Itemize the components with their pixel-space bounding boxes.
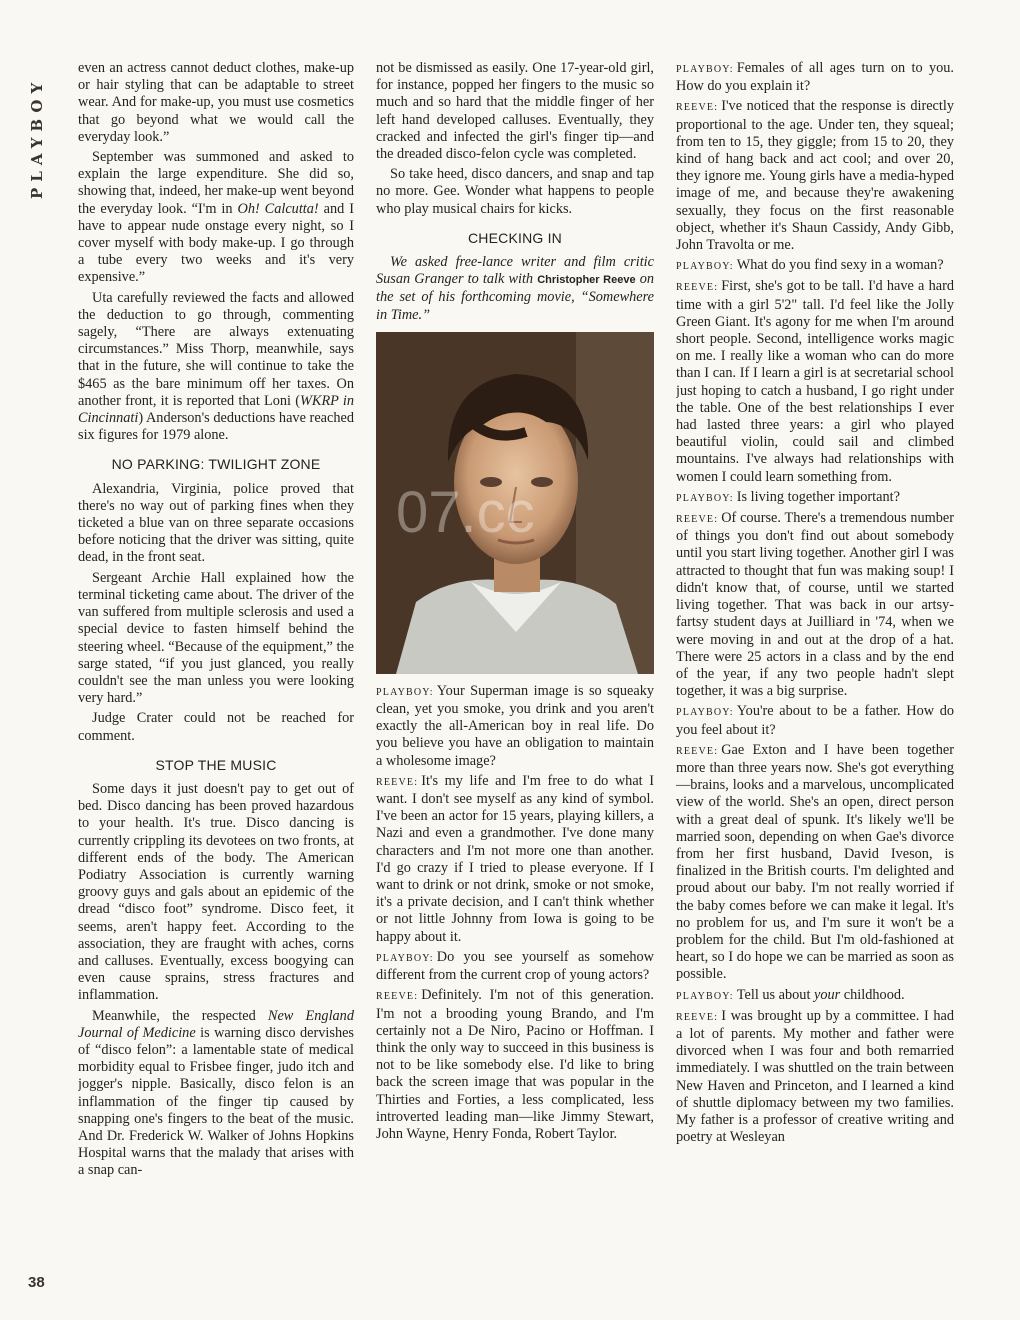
section-heading: STOP THE MUSIC bbox=[155, 756, 277, 773]
paragraph: not be dismissed as easily. One 17-year-old girl, for instance, popped her fingers to the music so much and so hard that the middle finger of her left hand developed calluses. Eventually, they cracked and infected the girl's finger tip—and the dreaded disco-felon cycle was completed. bbox=[376, 60, 654, 163]
paragraph: Some days it just doesn't pay to get out of bed. Disco dancing has been proved hazardous to your health. It's true. Disco dancing is currently crippling its devotees on two fronts, at different ends of the body. The American Podiatry Association is currently warning groovy guys and gals about an epidemic of the dread “disco foot” syndrome. Disco feet, it seems, aren't happy feet. According to the association, they are fraught with aches, corns and calluses. Eventually, excess boogying can even cause sprains, stress fractures and inflammation. bbox=[78, 780, 354, 1004]
paragraph: So take heed, disco dancers, and snap and tap no more. Gee. Wonder what happens to people who play musical chairs for kicks. bbox=[376, 166, 654, 217]
paragraph: Judge Crater could not be reached for comment. bbox=[78, 710, 354, 744]
interview-answer: REEVE: It's my life and I'm free to do what I want. I don't see myself as any kind of symbol. I've been an actor for 15 years, playing killers, a Nazi and even a grandmother. I've done many characters and I'm not more one than another. I'd go crazy if I tried to please everyone. If I want to drink or not drink, smoke or not smoke, it's a private decision, and I can't think whether or not little Johnny from Iowa is going to be happy about it. bbox=[376, 772, 654, 945]
paragraph: September was summoned and asked to explain the large expenditure. She did so, showing that, indeed, her make-up went beyond the everyday look. “I'm in Oh! Calcutta! and I have to appear nude onstage every night, so I cover myself with body make-up. I go through a tube every two weeks and it's very expensive.” bbox=[78, 149, 354, 286]
page-number: 38 bbox=[28, 1274, 45, 1291]
interview-answer: REEVE: I was brought up by a committee. I had a lot of parents. My mother and father were divorced when I was four and both remarried immediately. I was shuttled on the train between New Haven and Princeton, and I learned a kind of shuttle diplomacy between my two families. My father is a professor of creative writing and poetry at Wesleyan bbox=[676, 1007, 954, 1146]
interview-question: PLAYBOY: What do you find sexy in a woman? bbox=[676, 257, 944, 274]
column-3 bbox=[676, 60, 954, 1286]
column-1 bbox=[78, 60, 354, 1286]
section-heading: NO PARKING: TWILIGHT ZONE bbox=[111, 456, 321, 473]
interview-question: PLAYBOY: Females of all ages turn on to you. How do you explain it? bbox=[676, 60, 954, 95]
interview-answer: REEVE: Gae Exton and I have been together more than three years now. She's got everything—brains, looks and a marvelous, uncomplicated view of the world. She's an open, direct person with a great deal of spunk. It's likely we'll be married soon, depending on when Gae's divorce from her first husband, David Iveson, is finalized in the British courts. I'm delighted and proud about our baby. I'm not really worried if the baby comes before we can make it legal. It's no problem for us, and I'm sure it won't be a problem for the child. But I'm old-fashioned at heart, so I do hope we can be married as soon as possible. bbox=[676, 741, 954, 983]
paragraph: even an actress cannot deduct clothes, make-up or hair styling that can be adaptable to street wear. And for make-up, you must use cosmetics that go beyond what we would call the everyday look.” bbox=[78, 60, 354, 145]
column-2 bbox=[376, 60, 654, 1286]
interview-answer: REEVE: Of course. There's a tremendous number of things you don't find out about somebody until you start living together. Another girl I was attracted to thought that fun was making soup! I didn't know that, of course, until we started living together. That was back in our artsy-fartsy student days at Juilliard in '74, when we were moving in and out at the drop of a hat. There were 25 actors in a class and by the end of the year, if any two people hadn't slept together, it was a big surprise. bbox=[676, 510, 954, 700]
portrait-illustration bbox=[376, 332, 654, 674]
watermark-text: 07.cc bbox=[396, 479, 535, 545]
article-intro: We asked free-lance writer and film critic Susan Granger to talk with Christopher Reeve on the set of his forthcoming movie, “Somewhere in Time.” bbox=[376, 254, 654, 323]
section-heading: CHECKING IN bbox=[468, 229, 562, 246]
magazine-masthead: PLAYBOY bbox=[28, 76, 46, 200]
interview-question: PLAYBOY: Tell us about your childhood. bbox=[676, 986, 905, 1003]
interview-question: PLAYBOY: Is living together important? bbox=[676, 488, 900, 505]
paragraph: Sergeant Archie Hall explained how the terminal ticketing came about. The driver of the van suffered from multiple sclerosis and used a special device to fasten himself behind the steering wheel. “Because of the equipment,” the sarge stated, “if you just glanced, you really couldn't see the man unless you were looking very hard.” bbox=[78, 569, 354, 707]
interview-answer: REEVE: I've noticed that the response is directly proportional to the age. Under ten, they squeal; from ten to 15, they giggle; from 15 to 20, they kind of hang back and act cool; and over 20, they ignore me. Young girls have a media-hyped image of me, and because they're awakening sexually, they focus on the first reasonable object, whether it's Shaun Cassidy, Andy Gibb, John Travolta or me. bbox=[676, 98, 954, 254]
interview-question: PLAYBOY: You're about to be a father. How do you feel about it? bbox=[676, 703, 954, 738]
interview-answer: REEVE: First, she's got to be tall. I'd have a hard time with a girl 5'2" tall. I'd feel like the Jolly Green Giant. It's agony for me when I'm around short people. Second, intelligence works magic on me. I really like a woman who can do more than I can. If I learn a girl is at secretarial school just hoping to catch a husband, I go right under the table. One of the best relationships I ever had lasted three years: a girl who played beautiful violin, could sail and climbed mountains. I've always had relationships with women I could learn something from. bbox=[676, 278, 954, 485]
portrait-photo bbox=[376, 332, 654, 674]
interview-question: PLAYBOY: Your Superman image is so squeaky clean, yet you smoke, you drink and you aren't exactly the all-American boy in real life. Do you believe you have an obligation to maintain a wholesome image? bbox=[376, 682, 654, 769]
interview-answer: REEVE: Definitely. I'm not of this generation. I'm not a brooding young Brando, and I'm certainly not a De Niro, Pacino or Hoffman. I think the only way to succeed in this business is not to be like somebody else. I'd like to bring back the screen image that was popular in the Thirties and Forties, a less complicated, less introverted leading man—like Jimmy Stewart, John Wayne, Henry Fonda, Robert Taylor. bbox=[376, 987, 654, 1142]
paragraph: Meanwhile, the respected New England Journal of Medicine is warning disco dervishes of “disco felon”: a lamentable state of medical morbidity equal to Frisbee finger, judo itch and jogger's nipple. Basically, disco felon is an inflammation of the finger tip caused by snapping one's fingers to the beat of the music. And Dr. Frederick W. Walker of Johns Hopkins Hospital warns that the malady that arises with a snap can- bbox=[78, 1007, 354, 1179]
paragraph: Alexandria, Virginia, police proved that there's no way out of parking fines when they ticketed a blue van on three separate occasions before noticing that the driver was sitting, quite dead, in the front seat. bbox=[78, 480, 354, 566]
interview-question: PLAYBOY: Do you see yourself as somehow different from the current crop of young actors? bbox=[376, 948, 654, 984]
paragraph: Uta carefully reviewed the facts and allowed the deduction to go through, commenting sagely, “There are always extenuating circumstances.” Miss Thorp, meanwhile, says that in the future, she will continue to take the $465 as the bare minimum off her taxes. On another front, it is reported that Loni (WKRP in Cincinnati) Anderson's deductions have reached six figures for 1979 alone. bbox=[78, 289, 354, 444]
